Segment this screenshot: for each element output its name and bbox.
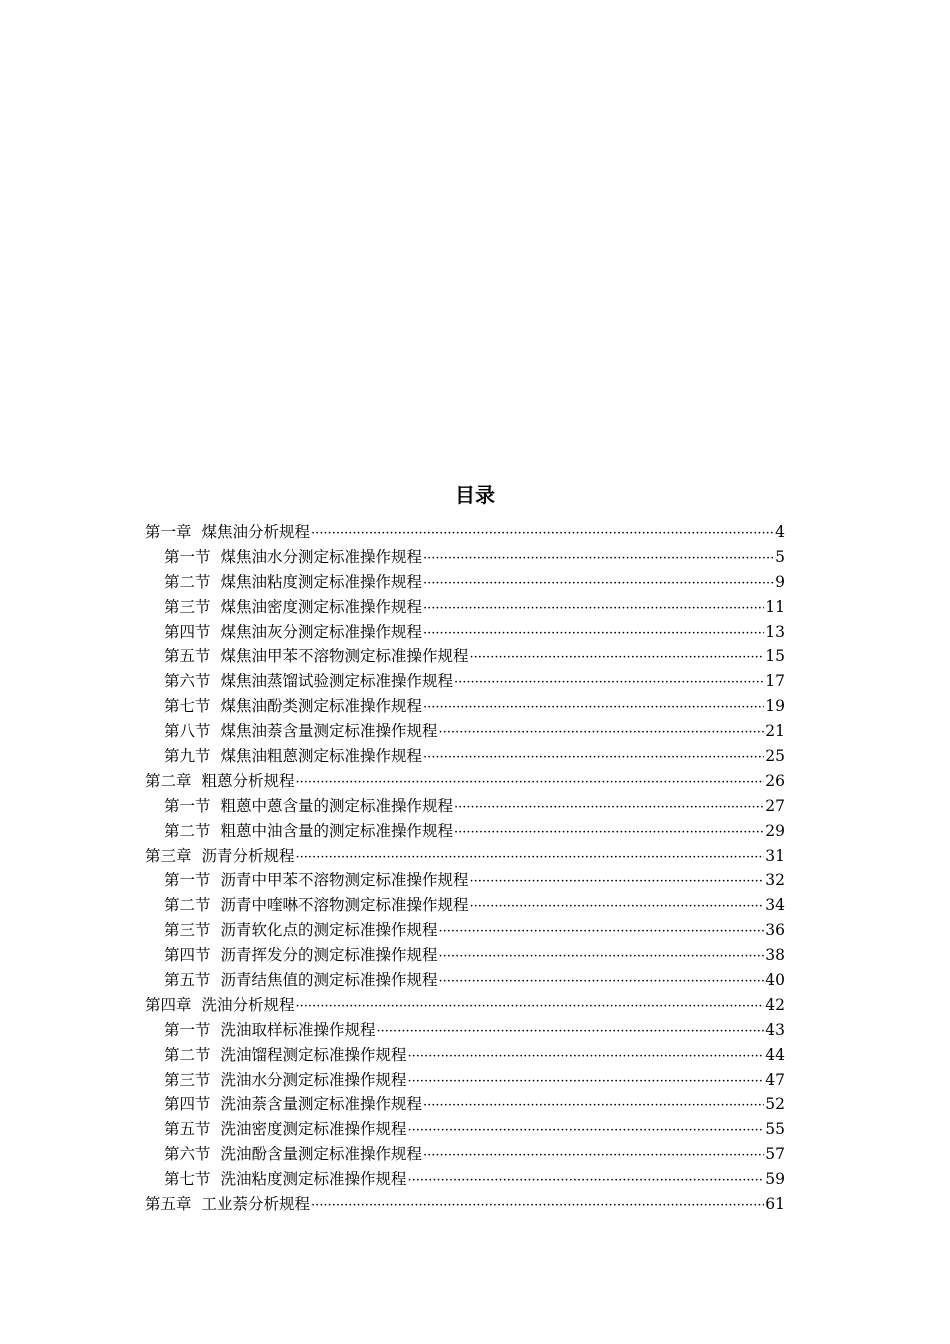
toc-section-entry[interactable] <box>145 893 785 918</box>
toc-entry-heading: 煤焦油萘含量测定标准操作规程 <box>220 722 438 741</box>
toc-dot-leader <box>408 1169 765 1194</box>
toc-dot-leader <box>311 522 774 547</box>
toc-entry-number: 第五节 <box>164 647 211 666</box>
toc-dot-leader <box>423 572 774 597</box>
toc-dot-leader <box>408 1045 765 1070</box>
toc-page-number: 59 <box>765 1170 785 1189</box>
toc-entry-number: 第五章 <box>145 1195 192 1214</box>
toc-entry-heading: 沥青软化点的测定标准操作规程 <box>220 921 438 940</box>
toc-dot-leader <box>454 821 764 846</box>
toc-dot-leader <box>439 945 765 970</box>
toc-entry-heading: 煤焦油灰分测定标准操作规程 <box>220 622 423 641</box>
toc-entry-number: 第四节 <box>164 1095 211 1114</box>
toc-dot-leader <box>423 622 764 647</box>
toc-entry-number: 第一节 <box>164 871 211 890</box>
toc-section-entry[interactable] <box>145 669 785 694</box>
toc-page-number: 27 <box>765 796 785 815</box>
toc-entry-heading: 煤焦油水分测定标准操作规程 <box>220 547 423 566</box>
toc-dot-leader <box>311 1194 764 1219</box>
toc-entry-number: 第四节 <box>164 946 211 965</box>
toc-entry-heading: 洗油馏程测定标准操作规程 <box>220 1045 407 1064</box>
toc-dot-leader <box>423 1094 764 1119</box>
toc-section-entry[interactable] <box>145 943 785 968</box>
toc-entry-number: 第一章 <box>145 523 192 541</box>
toc-section-entry[interactable] <box>145 595 785 620</box>
toc-entry-heading: 洗油粘度测定标准操作规程 <box>220 1170 407 1189</box>
toc-entry-number: 第四节 <box>164 622 211 641</box>
toc-page-number: 15 <box>765 647 785 666</box>
toc-dot-leader <box>296 846 765 871</box>
toc-page-number: 5 <box>775 547 785 566</box>
toc-entry-heading: 粗蒽分析规程 <box>201 771 295 790</box>
toc-entry-number: 第四章 <box>145 995 192 1014</box>
toc-entry-heading: 粗蒽中蒽含量的测定标准操作规程 <box>220 796 454 815</box>
toc-section-entry[interactable] <box>145 819 785 844</box>
toc-entry-heading: 煤焦油粗蒽测定标准操作规程 <box>220 747 423 766</box>
toc-section-entry[interactable] <box>145 1018 785 1043</box>
toc-section-entry[interactable] <box>145 1068 785 1093</box>
toc-page-number: 13 <box>765 622 785 641</box>
toc-section-entry[interactable] <box>145 868 785 893</box>
toc-dot-leader <box>470 646 765 671</box>
toc-page-number: 29 <box>765 821 785 840</box>
toc-entry-heading: 沥青中喹啉不溶物测定标准操作规程 <box>220 896 469 915</box>
toc-entry-number: 第一节 <box>164 796 211 815</box>
toc-page-number: 25 <box>765 747 785 766</box>
toc-page-number: 17 <box>765 672 785 691</box>
toc-section-entry[interactable] <box>145 1142 785 1167</box>
toc-section-entry[interactable] <box>145 719 785 744</box>
toc-entry-number: 第二节 <box>164 572 211 591</box>
toc-entry-number: 第三章 <box>145 846 192 865</box>
toc-dot-leader <box>439 920 765 945</box>
toc-page-number: 43 <box>765 1020 785 1039</box>
toc-section-entry[interactable] <box>145 744 785 769</box>
toc-entry-heading: 工业萘分析规程 <box>201 1195 311 1214</box>
toc-entry-heading: 煤焦油密度测定标准操作规程 <box>220 597 423 616</box>
toc-dot-leader <box>377 1020 765 1045</box>
toc-entry-heading: 煤焦油甲苯不溶物测定标准操作规程 <box>220 647 469 666</box>
toc-entry-heading: 沥青中甲苯不溶物测定标准操作规程 <box>220 871 469 890</box>
toc-page-number: 38 <box>765 946 785 965</box>
toc-entry-heading: 煤焦油酚类测定标准操作规程 <box>220 697 423 716</box>
toc-entry-number: 第五节 <box>164 971 211 990</box>
toc-page-number: 19 <box>765 697 785 716</box>
toc-chapter-entry[interactable] <box>145 520 785 545</box>
toc-entry-number: 第三节 <box>164 1070 211 1089</box>
toc-section-entry[interactable] <box>145 918 785 943</box>
toc-entry-heading: 煤焦油粘度测定标准操作规程 <box>220 572 423 591</box>
toc-entry-number: 第二节 <box>164 1045 211 1064</box>
toc-entry-number: 第五节 <box>164 1120 211 1139</box>
toc-page-number: 11 <box>765 597 785 616</box>
toc-page-number: 36 <box>765 921 785 940</box>
toc-dot-leader <box>470 870 765 895</box>
toc-list <box>145 520 785 1217</box>
toc-dot-leader <box>423 746 764 771</box>
toc-entry-number: 第一节 <box>164 1020 211 1039</box>
toc-page-number: 21 <box>765 722 785 741</box>
toc-entry-number: 第三节 <box>164 921 211 940</box>
toc-chapter-entry[interactable] <box>145 844 785 869</box>
toc-dot-leader <box>408 1070 765 1095</box>
toc-entry-heading: 沥青分析规程 <box>201 846 295 865</box>
toc-entry-heading: 沥青挥发分的测定标准操作规程 <box>220 946 438 965</box>
toc-section-entry[interactable] <box>145 570 785 595</box>
toc-section-entry[interactable] <box>145 968 785 993</box>
toc-dot-leader <box>423 597 764 622</box>
toc-chapter-entry[interactable] <box>145 1192 785 1217</box>
toc-entry-number: 第二节 <box>164 896 211 915</box>
toc-chapter-entry[interactable] <box>145 769 785 794</box>
toc-title: 目录 <box>455 483 495 507</box>
toc-dot-leader <box>296 995 765 1020</box>
toc-dot-leader <box>408 1119 765 1144</box>
toc-dot-leader <box>439 721 765 746</box>
toc-entry-heading: 洗油水分测定标准操作规程 <box>220 1070 407 1089</box>
toc-chapter-entry[interactable] <box>145 993 785 1018</box>
toc-dot-leader <box>454 671 764 696</box>
toc-section-entry[interactable] <box>145 1167 785 1192</box>
toc-dot-leader <box>423 696 764 721</box>
toc-entry-number: 第三节 <box>164 597 211 616</box>
toc-entry-heading: 洗油萘含量测定标准操作规程 <box>220 1095 423 1114</box>
toc-entry-number: 第八节 <box>164 722 211 741</box>
toc-entry-number: 第二节 <box>164 821 211 840</box>
toc-page-number: 55 <box>765 1120 785 1139</box>
toc-entry-heading: 洗油密度测定标准操作规程 <box>220 1120 407 1139</box>
toc-page-number: 47 <box>765 1070 785 1089</box>
toc-section-entry[interactable] <box>145 1092 785 1117</box>
toc-page-number: 31 <box>765 846 785 865</box>
toc-entry-number: 第一节 <box>164 547 211 566</box>
toc-page-number: 26 <box>765 771 785 790</box>
toc-entry-heading: 煤焦油蒸馏试验测定标准操作规程 <box>220 672 454 691</box>
toc-page-number: 61 <box>765 1195 785 1214</box>
toc-entry-number: 第六节 <box>164 672 211 691</box>
toc-page-number: 4 <box>775 523 785 541</box>
toc-section-entry[interactable] <box>145 620 785 645</box>
toc-entry-heading: 煤焦油分析规程 <box>201 523 311 541</box>
toc-section-entry[interactable] <box>145 694 785 719</box>
toc-entry-number: 第七节 <box>164 1170 211 1189</box>
toc-dot-leader <box>470 895 765 920</box>
toc-entry-number: 第九节 <box>164 747 211 766</box>
toc-dot-leader <box>296 771 765 796</box>
toc-entry-number: 第二章 <box>145 771 192 790</box>
toc-section-entry[interactable] <box>145 1117 785 1142</box>
toc-page-number: 57 <box>765 1145 785 1164</box>
toc-page-number: 44 <box>765 1045 785 1064</box>
toc-entry-heading: 洗油酚含量测定标准操作规程 <box>220 1145 423 1164</box>
toc-entry-heading: 洗油取样标准操作规程 <box>220 1020 376 1039</box>
toc-dot-leader <box>439 970 765 995</box>
toc-entry-heading: 沥青结焦值的测定标准操作规程 <box>220 971 438 990</box>
toc-section-entry[interactable] <box>145 545 785 570</box>
toc-page-number: 52 <box>765 1095 785 1114</box>
toc-page-number: 32 <box>765 871 785 890</box>
toc-section-entry[interactable] <box>145 794 785 819</box>
toc-section-entry[interactable] <box>145 1043 785 1068</box>
toc-dot-leader <box>423 547 774 572</box>
toc-entry-heading: 洗油分析规程 <box>201 995 295 1014</box>
toc-dot-leader <box>454 796 764 821</box>
toc-dot-leader <box>423 1144 764 1169</box>
toc-page-number: 42 <box>765 995 785 1014</box>
toc-page-number: 40 <box>765 971 785 990</box>
toc-entry-number: 第六节 <box>164 1145 211 1164</box>
toc-entry-heading: 粗蒽中油含量的测定标准操作规程 <box>220 821 454 840</box>
toc-section-entry[interactable] <box>145 644 785 669</box>
toc-page-number: 34 <box>765 896 785 915</box>
toc-entry-number: 第七节 <box>164 697 211 716</box>
toc-page-number: 9 <box>775 572 785 591</box>
